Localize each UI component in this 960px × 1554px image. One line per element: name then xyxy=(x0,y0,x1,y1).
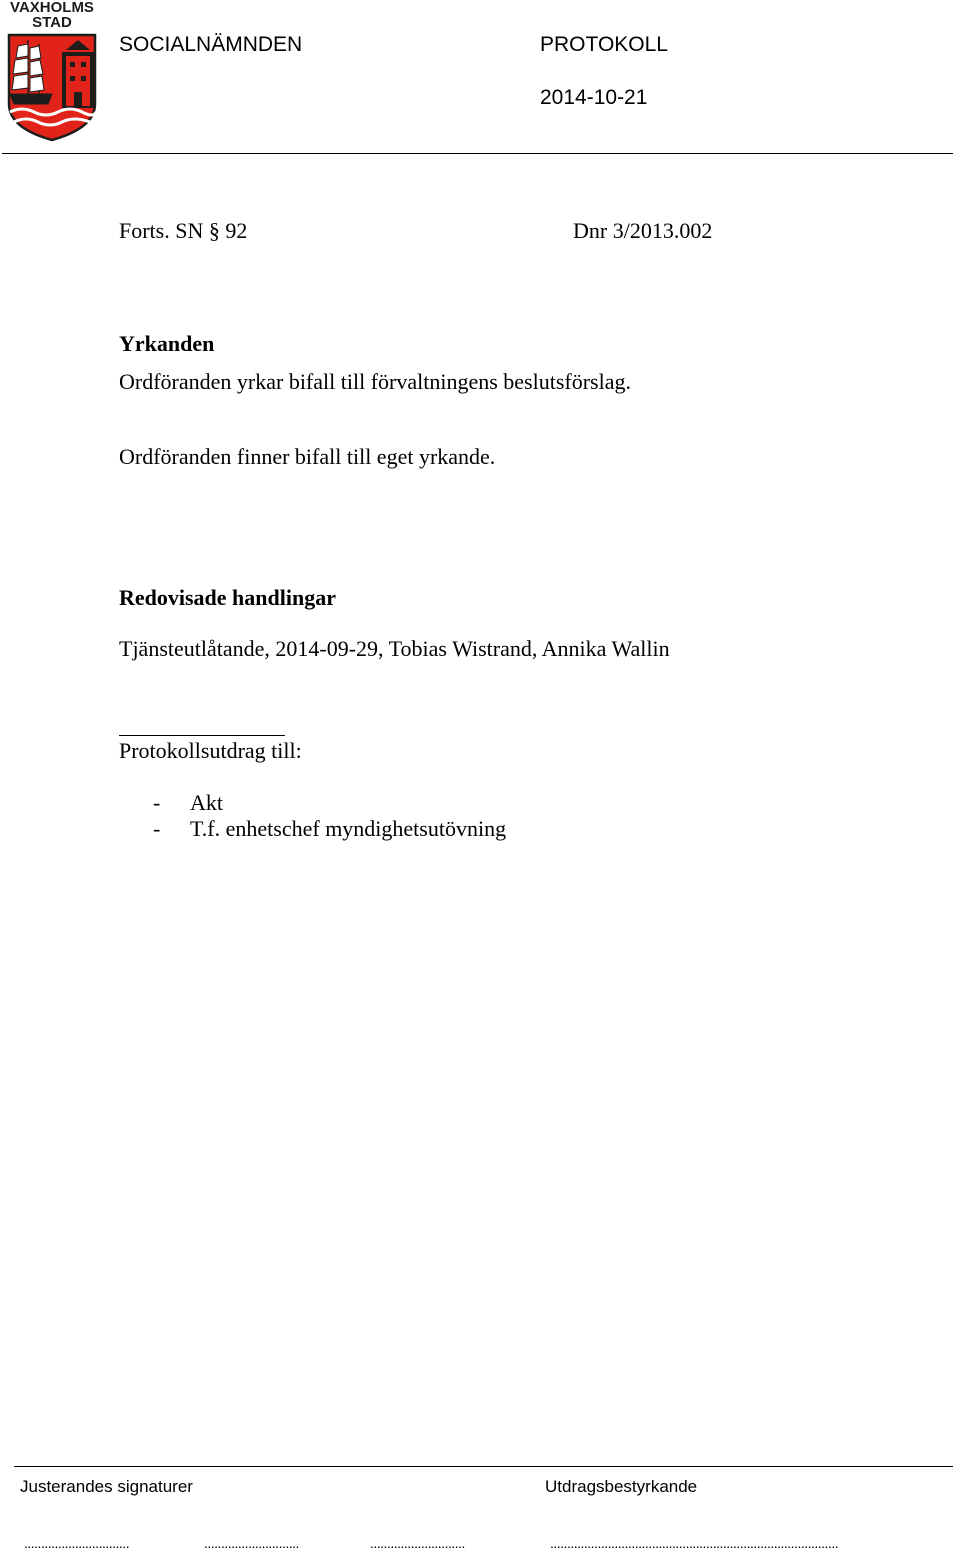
meeting-date: 2014-10-21 xyxy=(540,86,648,109)
logo-text-line2: STAD xyxy=(32,14,72,31)
paragraph-reference: Forts. SN § 92 xyxy=(119,218,248,243)
diary-number: Dnr 3/2013.002 xyxy=(573,218,713,243)
signature-line-2: ............................ xyxy=(204,1535,299,1551)
document-type: PROTOKOLL xyxy=(540,33,668,56)
signature-label: Justerandes signaturer xyxy=(20,1477,193,1496)
distribution-divider xyxy=(119,735,285,736)
list-bullet: - xyxy=(153,816,161,841)
certification-label: Utdragsbestyrkande xyxy=(545,1477,698,1496)
section-heading-yrkanden: Yrkanden xyxy=(119,331,215,356)
signature-line-1: ............................... xyxy=(24,1535,130,1551)
logo-text-line1: VAXHOLMS xyxy=(10,0,94,16)
footer-divider xyxy=(14,1466,953,1467)
decision-text: Ordföranden finner bifall till eget yrkande. xyxy=(119,444,496,469)
municipality-logo xyxy=(4,0,100,142)
list-bullet: - xyxy=(153,790,161,815)
header-divider xyxy=(2,153,953,154)
section-heading-handlingar: Redovisade handlingar xyxy=(119,585,336,610)
certification-line: ..................................................................................... xyxy=(550,1535,839,1551)
coat-of-arms-icon xyxy=(6,32,98,142)
list-item: T.f. enhetschef myndighetsutövning xyxy=(190,816,507,841)
handlingar-text: Tjänsteutlåtande, 2014-09-29, Tobias Wistrand, Annika Wallin xyxy=(119,636,670,661)
signature-line-3: ............................ xyxy=(370,1535,465,1551)
list-item: Akt xyxy=(190,790,223,815)
yrkanden-text: Ordföranden yrkar bifall till förvaltningens beslutsförslag. xyxy=(119,369,631,394)
committee-name: SOCIALNÄMNDEN xyxy=(119,33,303,56)
distribution-label: Protokollsutdrag till: xyxy=(119,738,302,763)
